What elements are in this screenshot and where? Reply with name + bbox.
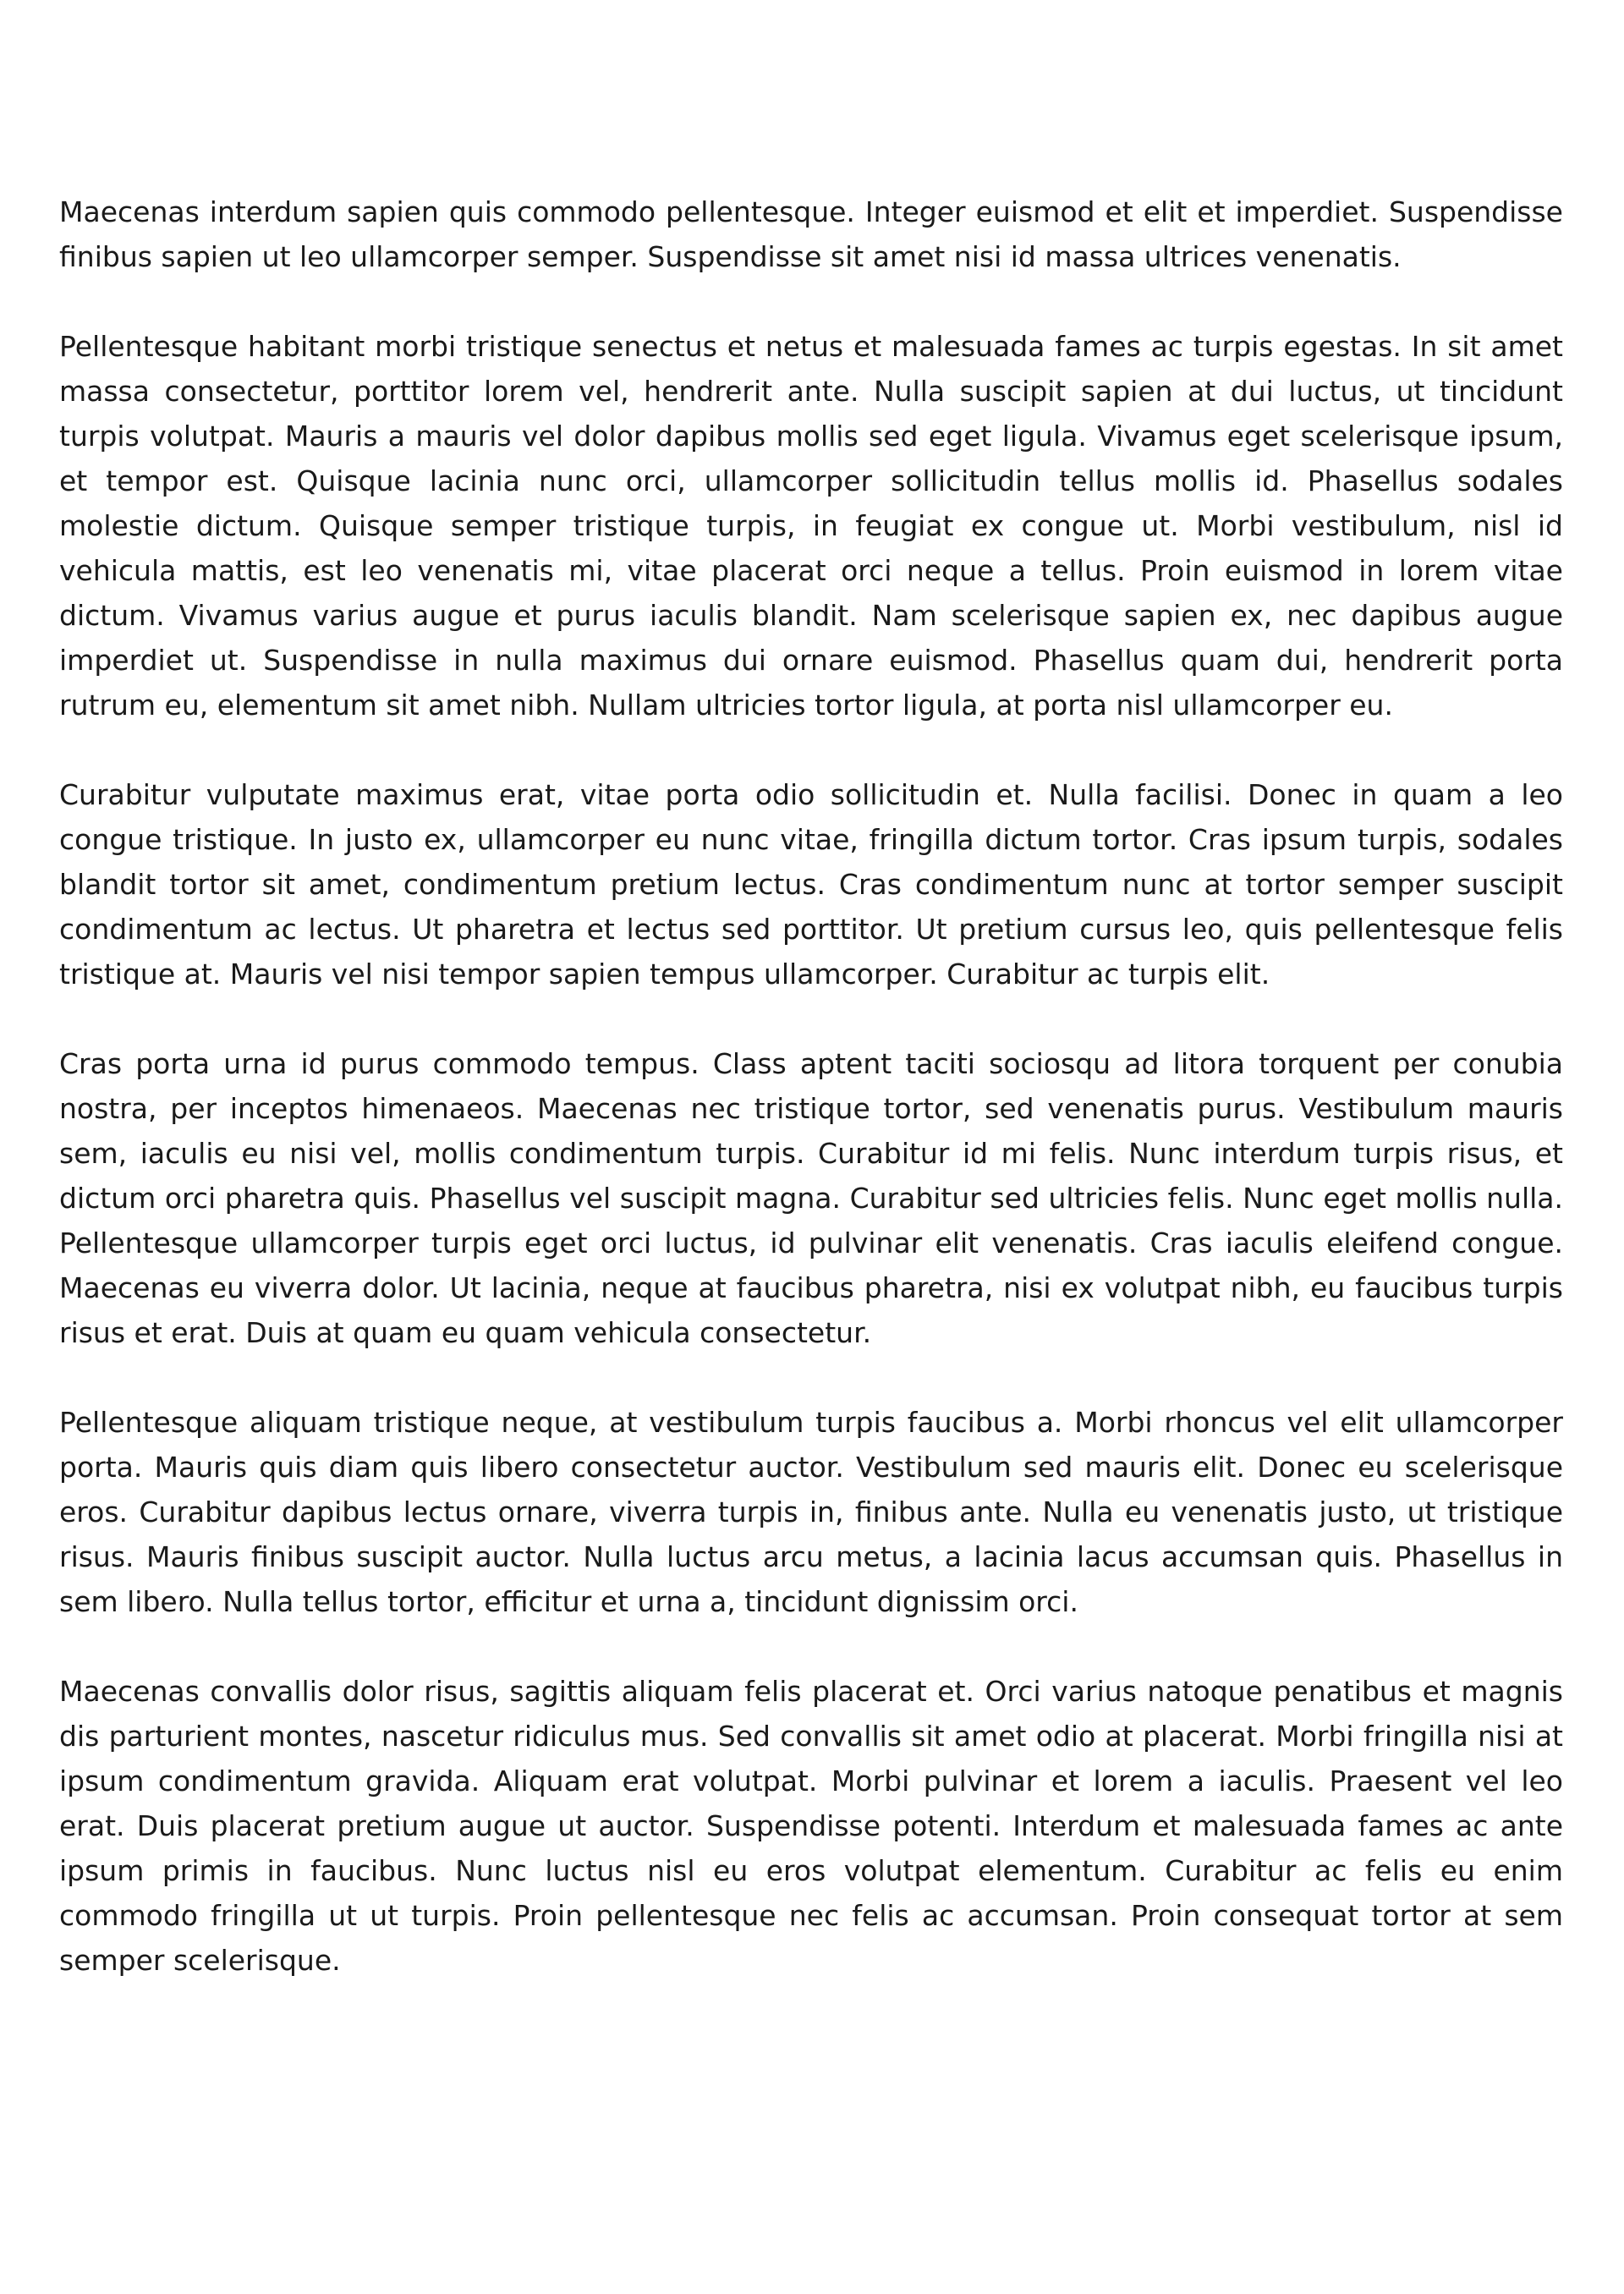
paragraph-1: Maecenas interdum sapien quis commodo pellentesque. Integer euismod et elit et imperdiet. Suspendisse finibus sapien ut leo ullamcorper semper. Suspendisse sit amet nisi id massa ultrices venenatis.: [59, 195, 1563, 273]
paragraph-3: Curabitur vulputate maximus erat, vitae porta odio sollicitudin et. Nulla facilisi. Donec in quam a leo congue tristique. In justo ex, ullamcorper eu nunc vitae, fringilla dictum tortor. Cras ipsum turpis, sodales blandit tortor sit amet, condimentum pretium lectus. Cras condimentum nunc at tortor semper suscipit condimentum ac lectus. Ut pharetra et lectus sed porttitor. Ut pretium cursus leo, quis pellentesque felis tristique at. Mauris vel nisi tempor sapien tempus ullamcorper. Curabitur ac turpis elit.: [59, 778, 1563, 991]
document-body: [59, 189, 1563, 2028]
paragraph-4: Cras porta urna id purus commodo tempus. Class aptent taciti sociosqu ad litora torquent per conubia nostra, per inceptos himenaeos. Maecenas nec tristique tortor, sed venenatis purus. Vestibulum mauris sem, iaculis eu nisi vel, mollis condimentum turpis. Curabitur id mi felis. Nunc interdum turpis risus, et dictum orci pharetra quis. Phasellus vel suscipit magna. Curabitur sed ultricies felis. Nunc eget mollis nulla. Pellentesque ullamcorper turpis eget orci luctus, id pulvinar elit venenatis. Cras iaculis eleifend congue. Maecenas eu viverra dolor. Ut lacinia, neque at faucibus pharetra, nisi ex volutpat nibh, eu faucibus turpis risus et erat. Duis at quam eu quam vehicula consectetur.: [59, 1047, 1563, 1349]
paragraph-5: Pellentesque aliquam tristique neque, at vestibulum turpis faucibus a. Morbi rhoncus vel elit ullamcorper porta. Mauris quis diam quis libero consectetur auctor. Vestibulum sed mauris elit. Donec eu scelerisque eros. Curabitur dapibus lectus ornare, viverra turpis in, finibus ante. Nulla eu venenatis justo, ut tristique risus. Mauris finibus suscipit auctor. Nulla luctus arcu metus, a lacinia lacus accumsan quis. Phasellus in sem libero. Nulla tellus tortor, efficitur et urna a, tincidunt dignissim orci.: [59, 1406, 1563, 1618]
paragraph-2: Pellentesque habitant morbi tristique senectus et netus et malesuada fames ac turpis egestas. In sit amet massa consectetur, porttitor lorem vel, hendrerit ante. Nulla suscipit sapien at dui luctus, ut tincidunt turpis volutpat. Mauris a mauris vel dolor dapibus mollis sed eget ligula. Vivamus eget scelerisque ipsum, et tempor est. Quisque lacinia nunc orci, ullamcorper sollicitudin tellus mollis id. Phasellus sodales molestie dictum. Quisque semper tristique turpis, in feugiat ex congue ut. Morbi vestibulum, nisl id vehicula mattis, est leo venenatis mi, vitae placerat orci neque a tellus. Proin euismod in lorem vitae dictum. Vivamus varius augue et purus iaculis blandit. Nam scelerisque sapien ex, nec dapibus augue imperdiet ut. Suspendisse in nulla maximus dui ornare euismod. Phasellus quam dui, hendrerit porta rutrum eu, elementum sit amet nibh. Nullam ultricies tortor ligula, at porta nisl ullamcorper eu.: [59, 330, 1563, 722]
paragraph-6: Maecenas convallis dolor risus, sagittis aliquam felis placerat et. Orci varius natoque penatibus et magnis dis parturient montes, nascetur ridiculus mus. Sed convallis sit amet odio at placerat. Morbi fringilla nisi at ipsum condimentum gravida. Aliquam erat volutpat. Morbi pulvinar et lorem a iaculis. Praesent vel leo erat. Duis placerat pretium augue ut auctor. Suspendisse potenti. Interdum et malesuada fames ac ante ipsum primis in faucibus. Nunc luctus nisl eu eros volutpat elementum. Curabitur ac felis eu enim commodo fringilla ut ut turpis. Proin pellentesque nec felis ac accumsan. Proin consequat tortor at sem semper scelerisque.: [59, 1675, 1563, 1977]
